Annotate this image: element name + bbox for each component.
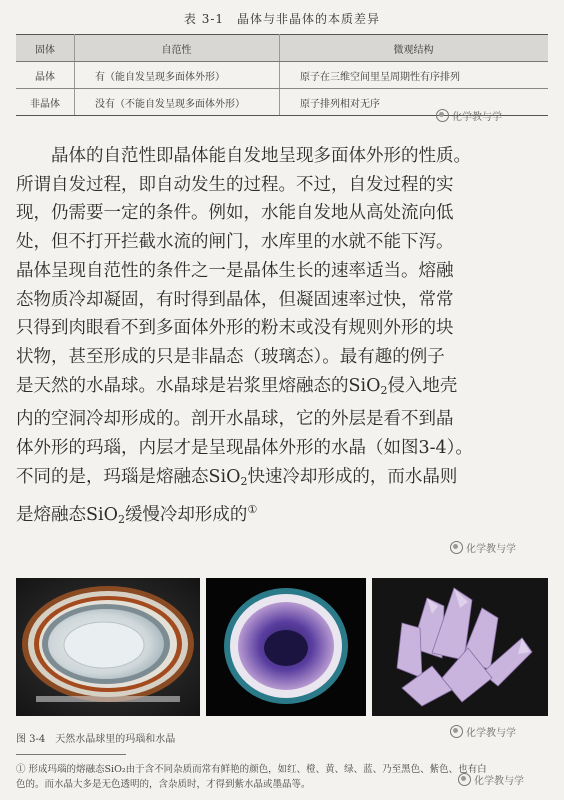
cell-amorphous-self-forming: 没有（不能自发呈现多面体外形） <box>75 89 280 116</box>
subscript: 2 <box>117 513 125 527</box>
header-microstructure: 微观结构 <box>280 35 549 62</box>
line-head: 是熔融态SiO <box>16 505 118 526</box>
body-line: 态物质冷却凝固，有时得到晶体，但凝固速率过快，常常 <box>16 289 454 310</box>
amethyst-geode-image <box>206 578 366 716</box>
body-paragraph <box>16 142 552 535</box>
cell-amorphous: 非晶体 <box>16 89 75 116</box>
body-line: 内的空洞冷却形成的。剖开水晶球，它的外层是看不到晶 <box>16 409 454 430</box>
line-head: 不同的是，玛瑙是熔融态SiO <box>16 466 241 487</box>
subscript: 2 <box>380 383 388 397</box>
agate-photo <box>16 578 200 716</box>
comparison-table <box>16 34 548 116</box>
cell-amorphous-structure: 原子排列相对无序 <box>280 89 549 116</box>
wechat-logo-icon <box>450 541 463 554</box>
geode-photo <box>206 578 366 716</box>
watermark <box>458 772 524 787</box>
body-line: 所谓自发过程，即自动发生的过程。不过，自发过程的实 <box>16 174 454 195</box>
body-line <box>16 496 552 535</box>
footnote-divider <box>16 754 126 755</box>
subscript: 2 <box>240 474 248 488</box>
line-head: 是天然的水晶球。水晶球是岩浆里熔融态的SiO <box>16 375 381 396</box>
body-line: 只得到肉眼看不到多面体外形的粉末或没有规则外形的块 <box>16 318 454 339</box>
table-row <box>16 62 548 89</box>
body-line <box>16 372 552 406</box>
wechat-logo-icon <box>458 773 471 786</box>
wechat-logo-icon <box>436 109 449 122</box>
body-line: 晶体呈现自范性的条件之一是晶体生长的速率适当。熔融 <box>16 260 454 281</box>
quartz-crystal-cluster-image <box>372 578 548 716</box>
table-title: 表 3-1 晶体与非晶体的本质差异 <box>183 12 381 26</box>
crystal-photo <box>372 578 548 716</box>
watermark-text: 化学教与学 <box>466 728 516 739</box>
watermark <box>450 540 516 555</box>
figure-caption: 图 3-4 天然水晶球里的玛瑙和水晶 <box>16 734 176 745</box>
cell-crystal-structure: 原子在三维空间里呈周期性有序排列 <box>280 62 549 89</box>
cell-crystal-self-forming: 有（能自发呈现多面体外形） <box>75 62 280 89</box>
header-self-forming: 自范性 <box>75 35 280 62</box>
table-header-row <box>16 35 548 62</box>
watermark-text: 化学教与学 <box>466 544 516 555</box>
body-line <box>16 463 552 497</box>
body-line: 晶体的自范性即晶体能自发地呈现多面体外形的性质。 <box>16 146 471 166</box>
watermark <box>450 724 516 739</box>
body-line: 状物，甚至形成的只是非晶态（玻璃态）。最有趣的例子 <box>16 346 445 367</box>
body-line: 处，但不打开拦截水流的闸门，水库里的水就不能下泻。 <box>16 232 454 253</box>
body-line: 体外形的玛瑙，内层才是呈现晶体外形的水晶（如图3-4）。 <box>16 438 473 459</box>
watermark-text: 化学教与学 <box>452 112 502 123</box>
body-line: 现，仍需要一定的条件。例如，水能自发地从高处流向低 <box>16 203 454 224</box>
line-tail: 缓慢冷却形成的 <box>124 505 248 526</box>
line-tail: 侵入地壳 <box>387 375 458 396</box>
watermark <box>436 108 502 123</box>
header-solid: 固体 <box>16 35 75 62</box>
footnote-line: 色的。而水晶大多是无色透明的，含杂质时，才得到紫水晶或墨晶等。 <box>16 779 311 790</box>
footnote-mark: ① <box>247 503 258 517</box>
footnote-line: ① 形成玛瑙的熔融态SiO₂由于含不同杂质而常有鲜艳的颜色，如红、橙、黄、绿、蓝、乃至黑色、紫色、也有白 <box>16 764 487 775</box>
agate-slice-image <box>16 578 200 716</box>
watermark-text: 化学教与学 <box>474 776 524 787</box>
cell-crystal: 晶体 <box>16 62 75 89</box>
line-tail: 快速冷却形成的，而水晶则 <box>247 466 458 487</box>
wechat-logo-icon <box>450 725 463 738</box>
